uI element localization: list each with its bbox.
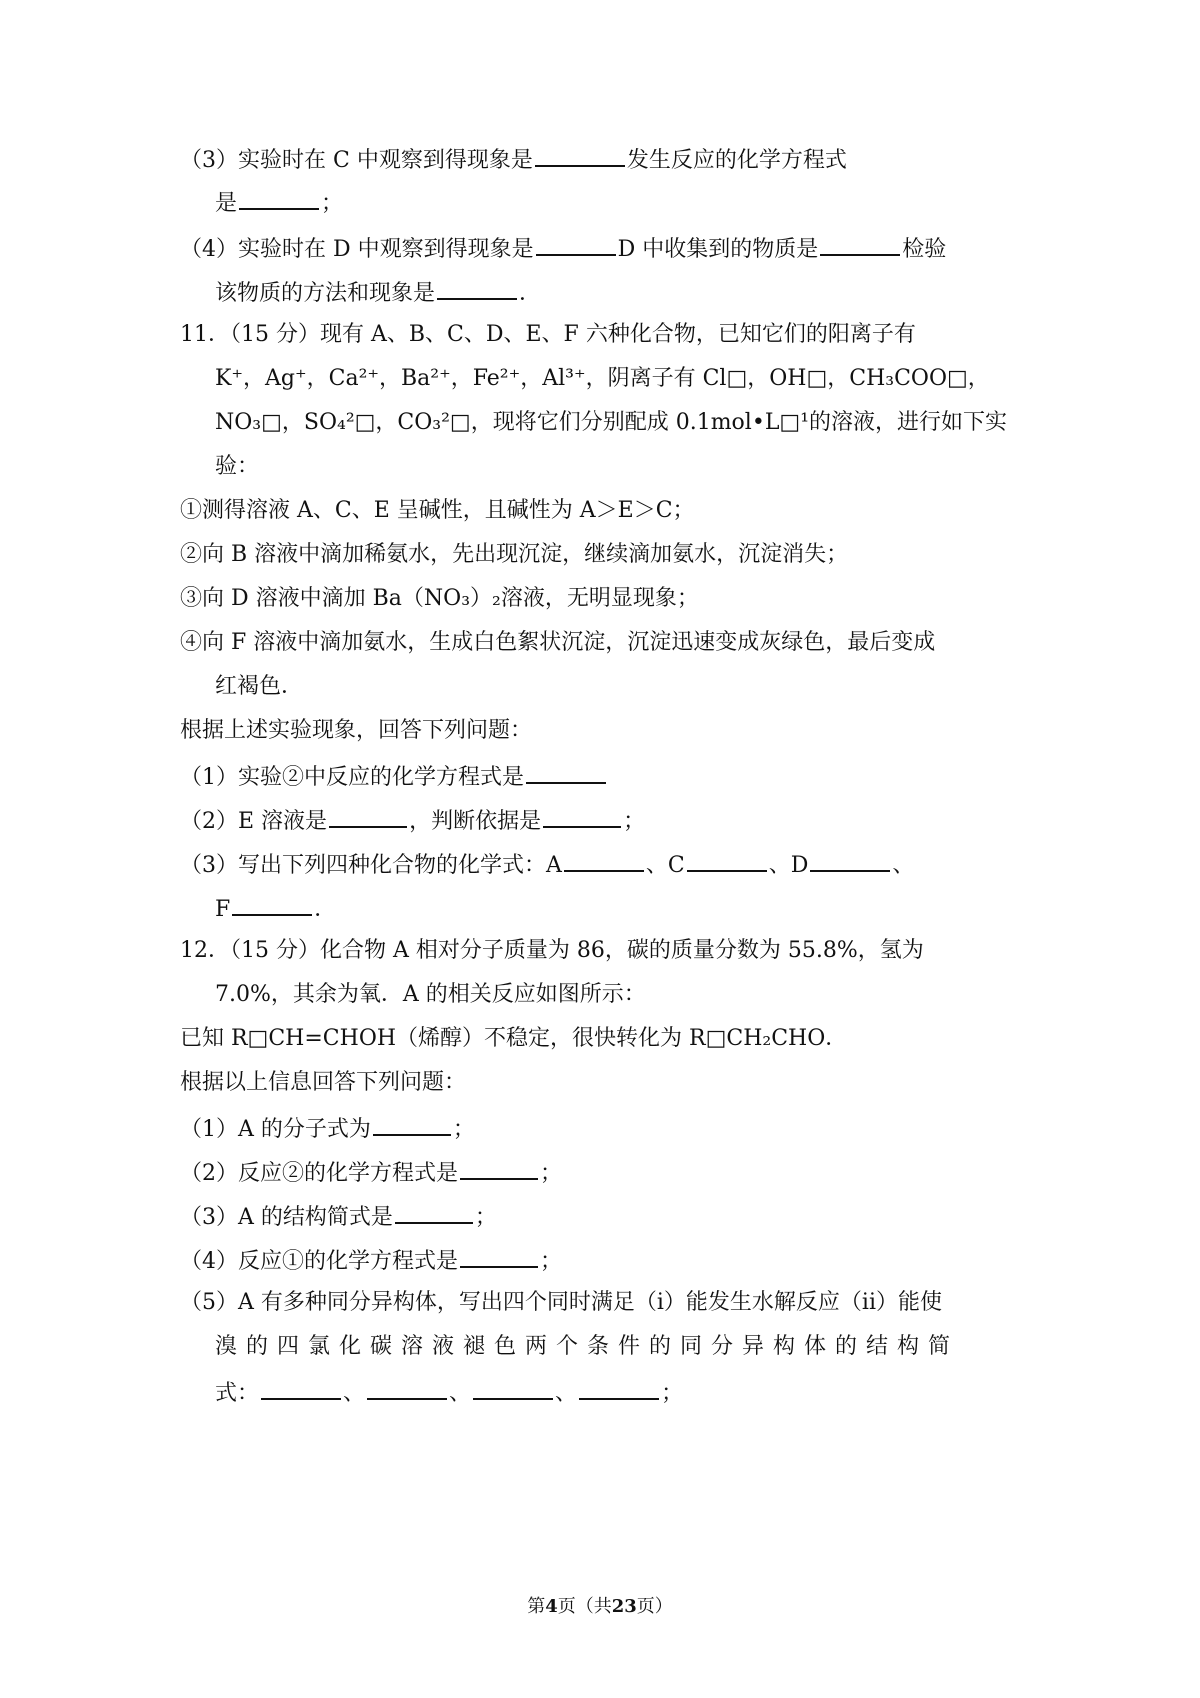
answer-blank (536, 232, 616, 256)
text: 检验 (902, 237, 947, 262)
page-footer (0, 1592, 1200, 1618)
q11-exp1: ①测得溶液 A、C、E 呈碱性，且碱性为 A＞E＞C； (180, 498, 695, 523)
q12-stem-line2: 7.0%，其余为氧．A 的相关反应如图所示： (215, 982, 646, 1007)
q11-stem-line3: NO₃□，SO₄²□，CO₃²□，现将它们分别配成 0.1mol•L□¹的溶液，进行如下实 (215, 410, 1008, 435)
q12-instruction: 根据以上信息回答下列问题： (180, 1070, 467, 1095)
footer-text: 第 (527, 1596, 546, 1617)
text: 式： (215, 1381, 260, 1406)
answer-blank (239, 186, 319, 210)
q10-4-line2 (215, 276, 1075, 309)
q11-exp4-line2: 红褐色． (215, 674, 304, 699)
answer-blank (460, 1244, 538, 1268)
text: ； (452, 1117, 475, 1142)
q12-1 (180, 1112, 1040, 1145)
q10-3-line1 (180, 143, 1040, 176)
q11-exp2: ②向 B 溶液中滴加稀氨水，先出现沉淀，继续滴加氨水，沉淀消失； (180, 542, 849, 567)
q11-stem-line4: 验： (215, 454, 260, 479)
text: 该物质的方法和现象是 (215, 281, 436, 306)
q11-stem-line1: 11．（15 分）现有 A、B、C、D、E、F 六种化合物，已知它们的阳离子有 (180, 322, 916, 347)
q11-exp4-line1: ④向 F 溶液中滴加氨水，生成白色絮状沉淀，沉淀迅速变成灰绿色，最后变成 (180, 630, 936, 655)
answer-blank (460, 1156, 538, 1180)
text: ； (623, 809, 646, 834)
text: （2）E 溶液是 (180, 809, 328, 834)
text: 、 (555, 1381, 578, 1406)
page-number: 4 (545, 1596, 558, 1617)
text: ． (314, 897, 337, 922)
text: ，判断依据是 (409, 809, 542, 834)
answer-blank (261, 1376, 341, 1400)
q12-hint: 已知 R□CH=CHOH（烯醇）不稳定，很快转化为 R□CH₂CHO． (180, 1026, 848, 1051)
text: （1）实验②中反应的化学方程式是 (180, 765, 524, 790)
text: ． (519, 281, 542, 306)
text: 、 (892, 853, 915, 878)
q10-4-line1 (180, 232, 1040, 265)
text: 、 (343, 1381, 366, 1406)
q11-2 (180, 804, 1040, 837)
text: 、C (645, 853, 685, 878)
text: D 中收集到的物质是 (617, 237, 819, 262)
q12-5-line3 (215, 1376, 1075, 1409)
text: 、 (449, 1381, 472, 1406)
text: （2）反应②的化学方程式是 (180, 1161, 458, 1186)
answer-blank (820, 232, 900, 256)
answer-blank (367, 1376, 447, 1400)
text: ； (540, 1161, 563, 1186)
text: ； (474, 1205, 497, 1230)
footer-text: 页（共 (557, 1596, 612, 1617)
answer-blank (329, 804, 407, 828)
q11-exp3: ③向 D 溶液中滴加 Ba（NO₃）₂溶液，无明显现象； (180, 586, 699, 611)
text: 发生反应的化学方程式 (626, 148, 847, 173)
text: ； (540, 1249, 563, 1274)
answer-blank (473, 1376, 553, 1400)
text: F (215, 897, 231, 922)
text: （4）反应①的化学方程式是 (180, 1249, 458, 1274)
answer-blank (373, 1112, 451, 1136)
answer-blank (232, 892, 312, 916)
text: 、D (768, 853, 809, 878)
text: （3）实验时在 C 中观察到得现象是 (180, 148, 533, 173)
page-total: 23 (611, 1596, 637, 1617)
text: ； (661, 1381, 684, 1406)
footer-text: 页） (636, 1596, 673, 1617)
answer-blank (564, 848, 644, 872)
q10-3-line2 (215, 186, 1075, 219)
text: （4）实验时在 D 中观察到得现象是 (180, 237, 534, 262)
text: （3）A 的结构简式是 (180, 1205, 393, 1230)
answer-blank (395, 1200, 473, 1224)
text: （3）写出下列四种化合物的化学式：A (180, 853, 562, 878)
q11-instruction: 根据上述实验现象，回答下列问题： (180, 718, 533, 743)
q12-3 (180, 1200, 1040, 1233)
text: ； (321, 191, 344, 216)
answer-blank (543, 804, 621, 828)
q11-stem-line2: K⁺，Ag⁺，Ca²⁺，Ba²⁺，Fe²⁺，Al³⁺，阴离子有 Cl□，OH□，CH₃COO□， (215, 366, 990, 391)
answer-blank (437, 276, 517, 300)
text: 是 (215, 191, 238, 216)
q12-2 (180, 1156, 1040, 1189)
q12-stem-line1: 12．（15 分）化合物 A 相对分子质量为 86，碳的质量分数为 55.8%，氢为 (180, 938, 924, 963)
answer-blank (535, 143, 625, 167)
q11-3-line1 (180, 848, 1040, 881)
q11-3-line2 (215, 892, 1075, 925)
answer-blank (687, 848, 767, 872)
q11-1 (180, 760, 1040, 793)
answer-blank (579, 1376, 659, 1400)
answer-blank (526, 760, 606, 784)
q12-4 (180, 1244, 1040, 1277)
text: （1）A 的分子式为 (180, 1117, 371, 1142)
answer-blank (810, 848, 890, 872)
q12-5-line1: （5）A 有多种同分异构体，写出四个同时满足（i）能发生水解反应（ii）能使 (180, 1290, 942, 1315)
q12-5-line2: 溴的四氯化碳溶液褪色两个条件的同分异构体的结构简 (215, 1334, 960, 1359)
